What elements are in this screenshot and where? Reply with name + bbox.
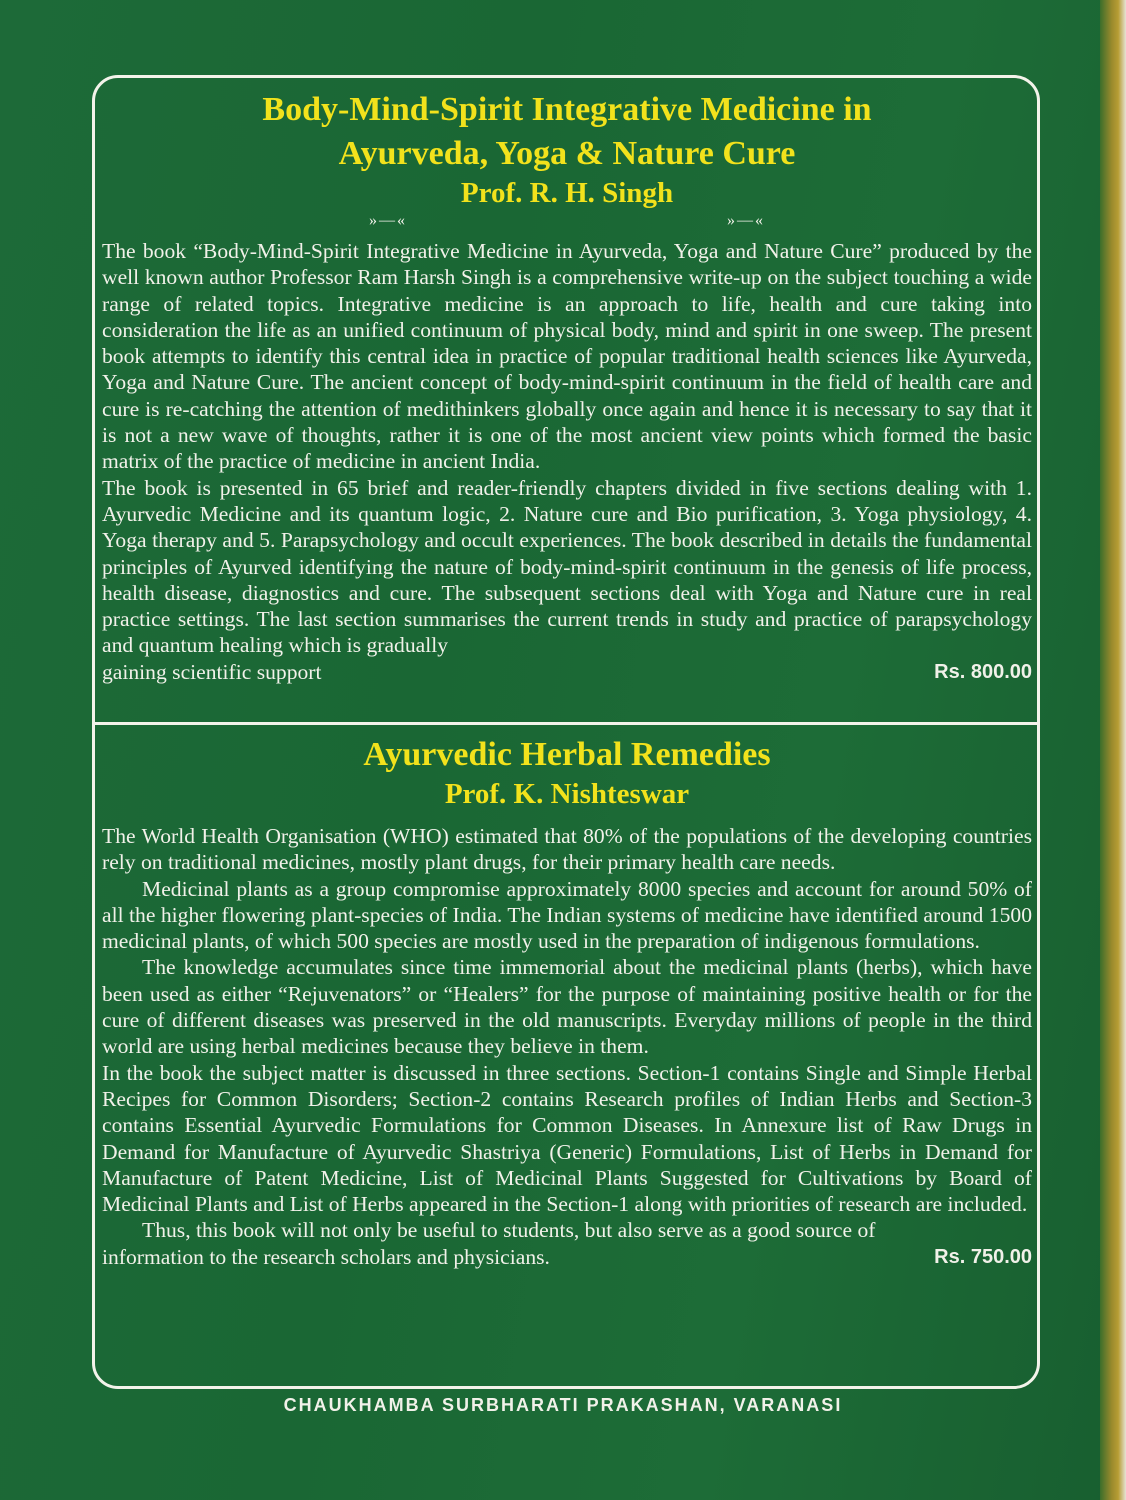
book1-last-line <box>102 659 1032 685</box>
book2-description-para3: The knowledge accumulates since time immemorial about the medicinal plants (herbs), which have been used as either “Rejuvenators” or “Healers” for the purpose of maintaining positive health or for the cure of different diseases was preserved in the old manuscripts. Everyday millions of people in the third world are using herbal medicines because they believe in them. <box>102 955 1032 1059</box>
book2-description-para2: Medicinal plants as a group compromise approximately 8000 species and account for around 50% of all the higher flowering plant-species of India. The Indian systems of medicine have identified around 1500 medicinal plants, of which 500 species are mostly used in the preparation of indigenous formulations. <box>102 876 1032 954</box>
book2-description-para4: In the book the subject matter is discussed in three sections. Section-1 contains Single and Simple Herbal Recipes for Common Disorders; Section-2 contains Research profiles of Indian Herbs and Section-3 contains Essential Ayurvedic Formulations for Common Diseases. In Annexure list of Raw Drugs in Demand for Manufacture of Ayurvedic Shastriya (Generic) Formulations, List of Herbs in Demand for Manufacture of Patent Medicine, List of Medicinal Plants Suggested for Cultivations by Board of Medicinal Plants and List of Herbs appeared in the Section-1 along with priorities of research are included. <box>102 1060 1032 1217</box>
book1-description-end: gaining scientific support <box>102 659 322 684</box>
book1-description-para1: The book “Body-Mind-Spirit Integrative Medicine in Ayurveda, Yoga and Nature Cure” produced by the well known author Professor Ram Harsh Singh is a comprehensive write-up on the subject touching a wide range of related topics. Integrative medicine is an approach to life, health and cure taking into consideration the life as an unified continuum of physical body, mind and spirit in one sweep. The present book attempts to identify this central idea in practice of popular traditional health sciences like Ayurveda, Yoga and Nature Cure. The ancient concept of body-mind-spirit continuum in the field of health care and cure is re-catching the attention of medithinkers globally once again and hence it is necessary to say that it is not a new wave of thoughts, rather it is one of the most ancient view points which formed the basic matrix of the practice of medicine in ancient India. <box>102 239 1032 474</box>
book2-section <box>102 733 1032 1270</box>
book2-title: Ayurvedic Herbal Remedies <box>363 736 771 773</box>
ornament-divider <box>102 210 1032 234</box>
book1-title-line2: Ayurveda, Yoga & Nature Cure <box>338 135 796 172</box>
book2-description-end: information to the research scholars and physicians. <box>102 1244 550 1269</box>
book1-price: Rs. 800.00 <box>934 660 1032 683</box>
book1-author: Prof. R. H. Singh <box>460 177 674 209</box>
book1-title-line1: Body-Mind-Spirit Integrative Medicine in <box>262 91 872 128</box>
book2-author: Prof. K. Nishteswar <box>444 778 690 810</box>
publisher-name: CHAUKHAMBA SURBHARATI PRAKASHAN, VARANASI <box>283 1395 843 1415</box>
ornament-right-icon: »—« <box>727 212 765 229</box>
book2-description-para1: The World Health Organisation (WHO) estimated that 80% of the populations of the developing countries rely on traditional medicines, mostly plant drugs, for their primary health care needs. <box>102 824 1032 875</box>
book2-last-line <box>102 1244 1032 1270</box>
ornament-left-icon: »—« <box>369 212 407 229</box>
book2-price: Rs. 750.00 <box>934 1245 1032 1268</box>
book2-description-para5: Thus, this book will not only be useful to students, but also serve as a good source of <box>142 1218 876 1243</box>
book1-section <box>102 88 1032 685</box>
book1-description-para2: The book is presented in 65 brief and reader-friendly chapters divided in five sections dealing with 1. Ayurvedic Medicine and its quantum logic, 2. Nature cure and Bio purification, 3. Yoga physiology, 4. Yoga therapy and 5. Parapsychology and occult experiences. The book described in details the fundamental principles of Ayurved identifying the nature of body-mind-spirit continuum in the genesis of life process, health disease, diagnostics and cure. The subsequent sections deal with Yoga and Nature cure in real practice settings. The last section summarises the current trends in study and practice of parapsychology and quantum healing which is gradually <box>102 475 1032 658</box>
section-divider <box>92 722 1040 725</box>
book-spine-edge <box>1100 0 1126 1500</box>
